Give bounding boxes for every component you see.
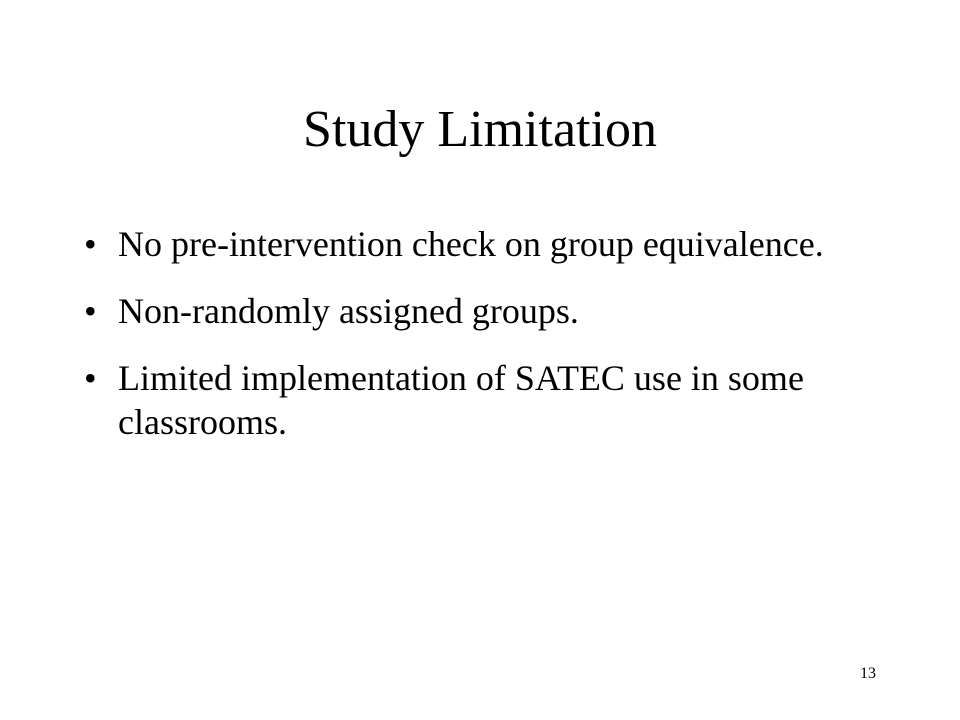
bullet-item (84, 222, 884, 266)
bullet-glyph: • (84, 224, 97, 264)
bullet-text: Non-randomly assigned groups. (118, 291, 579, 331)
bullet-glyph: • (84, 358, 97, 398)
bullet-glyph: • (84, 291, 97, 331)
slide-title: Study Limitation (303, 101, 657, 158)
bullet-text: No pre-intervention check on group equivalence. (118, 224, 824, 264)
bullet-text: Limited implementation of SATEC use in some classrooms. (118, 358, 804, 442)
bullet-item (84, 356, 884, 444)
page-number: 13 (860, 665, 876, 682)
bullet-item (84, 289, 884, 333)
bullet-list (84, 222, 884, 467)
